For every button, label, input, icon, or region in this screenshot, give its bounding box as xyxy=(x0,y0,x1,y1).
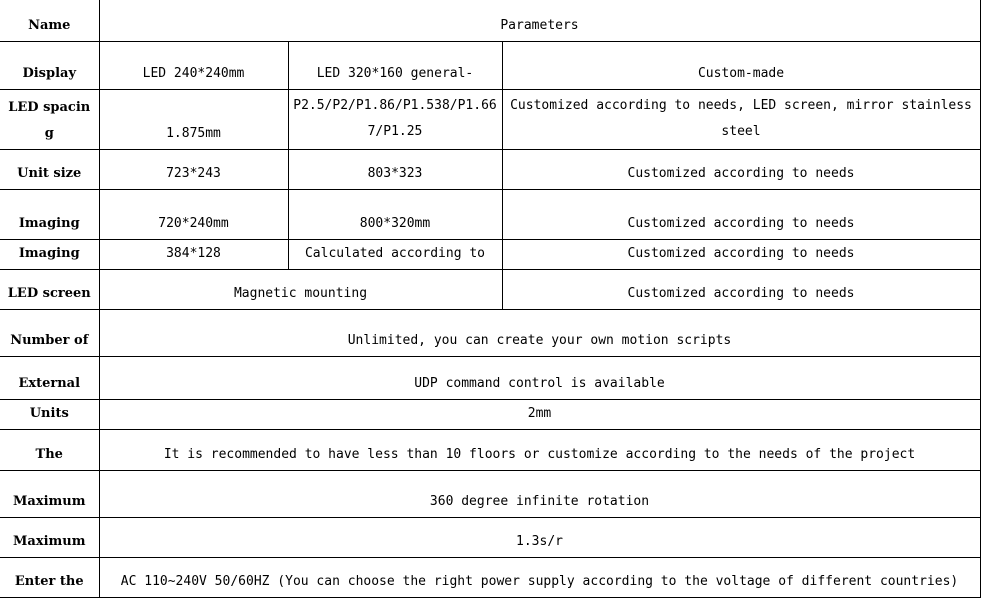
row-value: LED 240*240mm xyxy=(99,41,288,89)
row-value: Customized according to needs xyxy=(502,239,980,269)
row-value: P2.5/P2/P1.86/P1.538/P1.667/P1.25 xyxy=(288,89,502,149)
row-name: Number of xyxy=(0,309,99,356)
row-value: Magnetic mounting xyxy=(99,269,502,309)
row-value: 720*240mm xyxy=(99,189,288,239)
row-value: 384*128 xyxy=(99,239,288,269)
table-row xyxy=(0,470,980,517)
table-row xyxy=(0,309,980,356)
table-row xyxy=(0,399,980,429)
row-name: External xyxy=(0,356,99,399)
row-name: The xyxy=(0,429,99,470)
row-value: 803*323 xyxy=(288,149,502,189)
row-value: Custom-made xyxy=(502,41,980,89)
row-name: Enter the xyxy=(0,557,99,597)
table-row xyxy=(0,356,980,399)
table-row xyxy=(0,189,980,239)
table-row xyxy=(0,557,980,597)
row-name: Maximum xyxy=(0,470,99,517)
row-name: Units xyxy=(0,399,99,429)
row-value: AC 110~240V 50/60HZ (You can choose the right power supply according to the voltage of different countries) xyxy=(99,557,980,597)
row-value: Customized according to needs, LED screen, mirror stainless steel xyxy=(502,89,980,149)
row-value: 360 degree infinite rotation xyxy=(99,470,980,517)
row-value: 723*243 xyxy=(99,149,288,189)
row-value: 800*320mm xyxy=(288,189,502,239)
row-value: Unlimited, you can create your own motion scripts xyxy=(99,309,980,356)
table-row xyxy=(0,429,980,470)
table-row xyxy=(0,41,980,89)
row-name: Maximum xyxy=(0,517,99,557)
row-value: 1.3s/r xyxy=(99,517,980,557)
table-row xyxy=(0,517,980,557)
table-row xyxy=(0,89,980,149)
row-value: It is recommended to have less than 10 floors or customize according to the needs of the project xyxy=(99,429,980,470)
row-name: Unit size xyxy=(0,149,99,189)
row-value: Customized according to needs xyxy=(502,189,980,239)
row-value: Calculated according to xyxy=(288,239,502,269)
header-parameters: Parameters xyxy=(99,0,980,41)
row-name: LED spacing xyxy=(0,89,99,149)
row-name: LED screen xyxy=(0,269,99,309)
row-name: Imaging xyxy=(0,239,99,269)
table-row xyxy=(0,149,980,189)
table-row xyxy=(0,269,980,309)
row-value: 1.875mm xyxy=(99,89,288,149)
row-name: Imaging xyxy=(0,189,99,239)
row-value: 2mm xyxy=(99,399,980,429)
row-value: Customized according to needs xyxy=(502,149,980,189)
row-value: LED 320*160 general- xyxy=(288,41,502,89)
row-name: Display xyxy=(0,41,99,89)
header-name: Name xyxy=(0,0,99,41)
row-value: Customized according to needs xyxy=(502,269,980,309)
table-row xyxy=(0,239,980,269)
header-row xyxy=(0,0,980,41)
row-value: UDP command control is available xyxy=(99,356,980,399)
